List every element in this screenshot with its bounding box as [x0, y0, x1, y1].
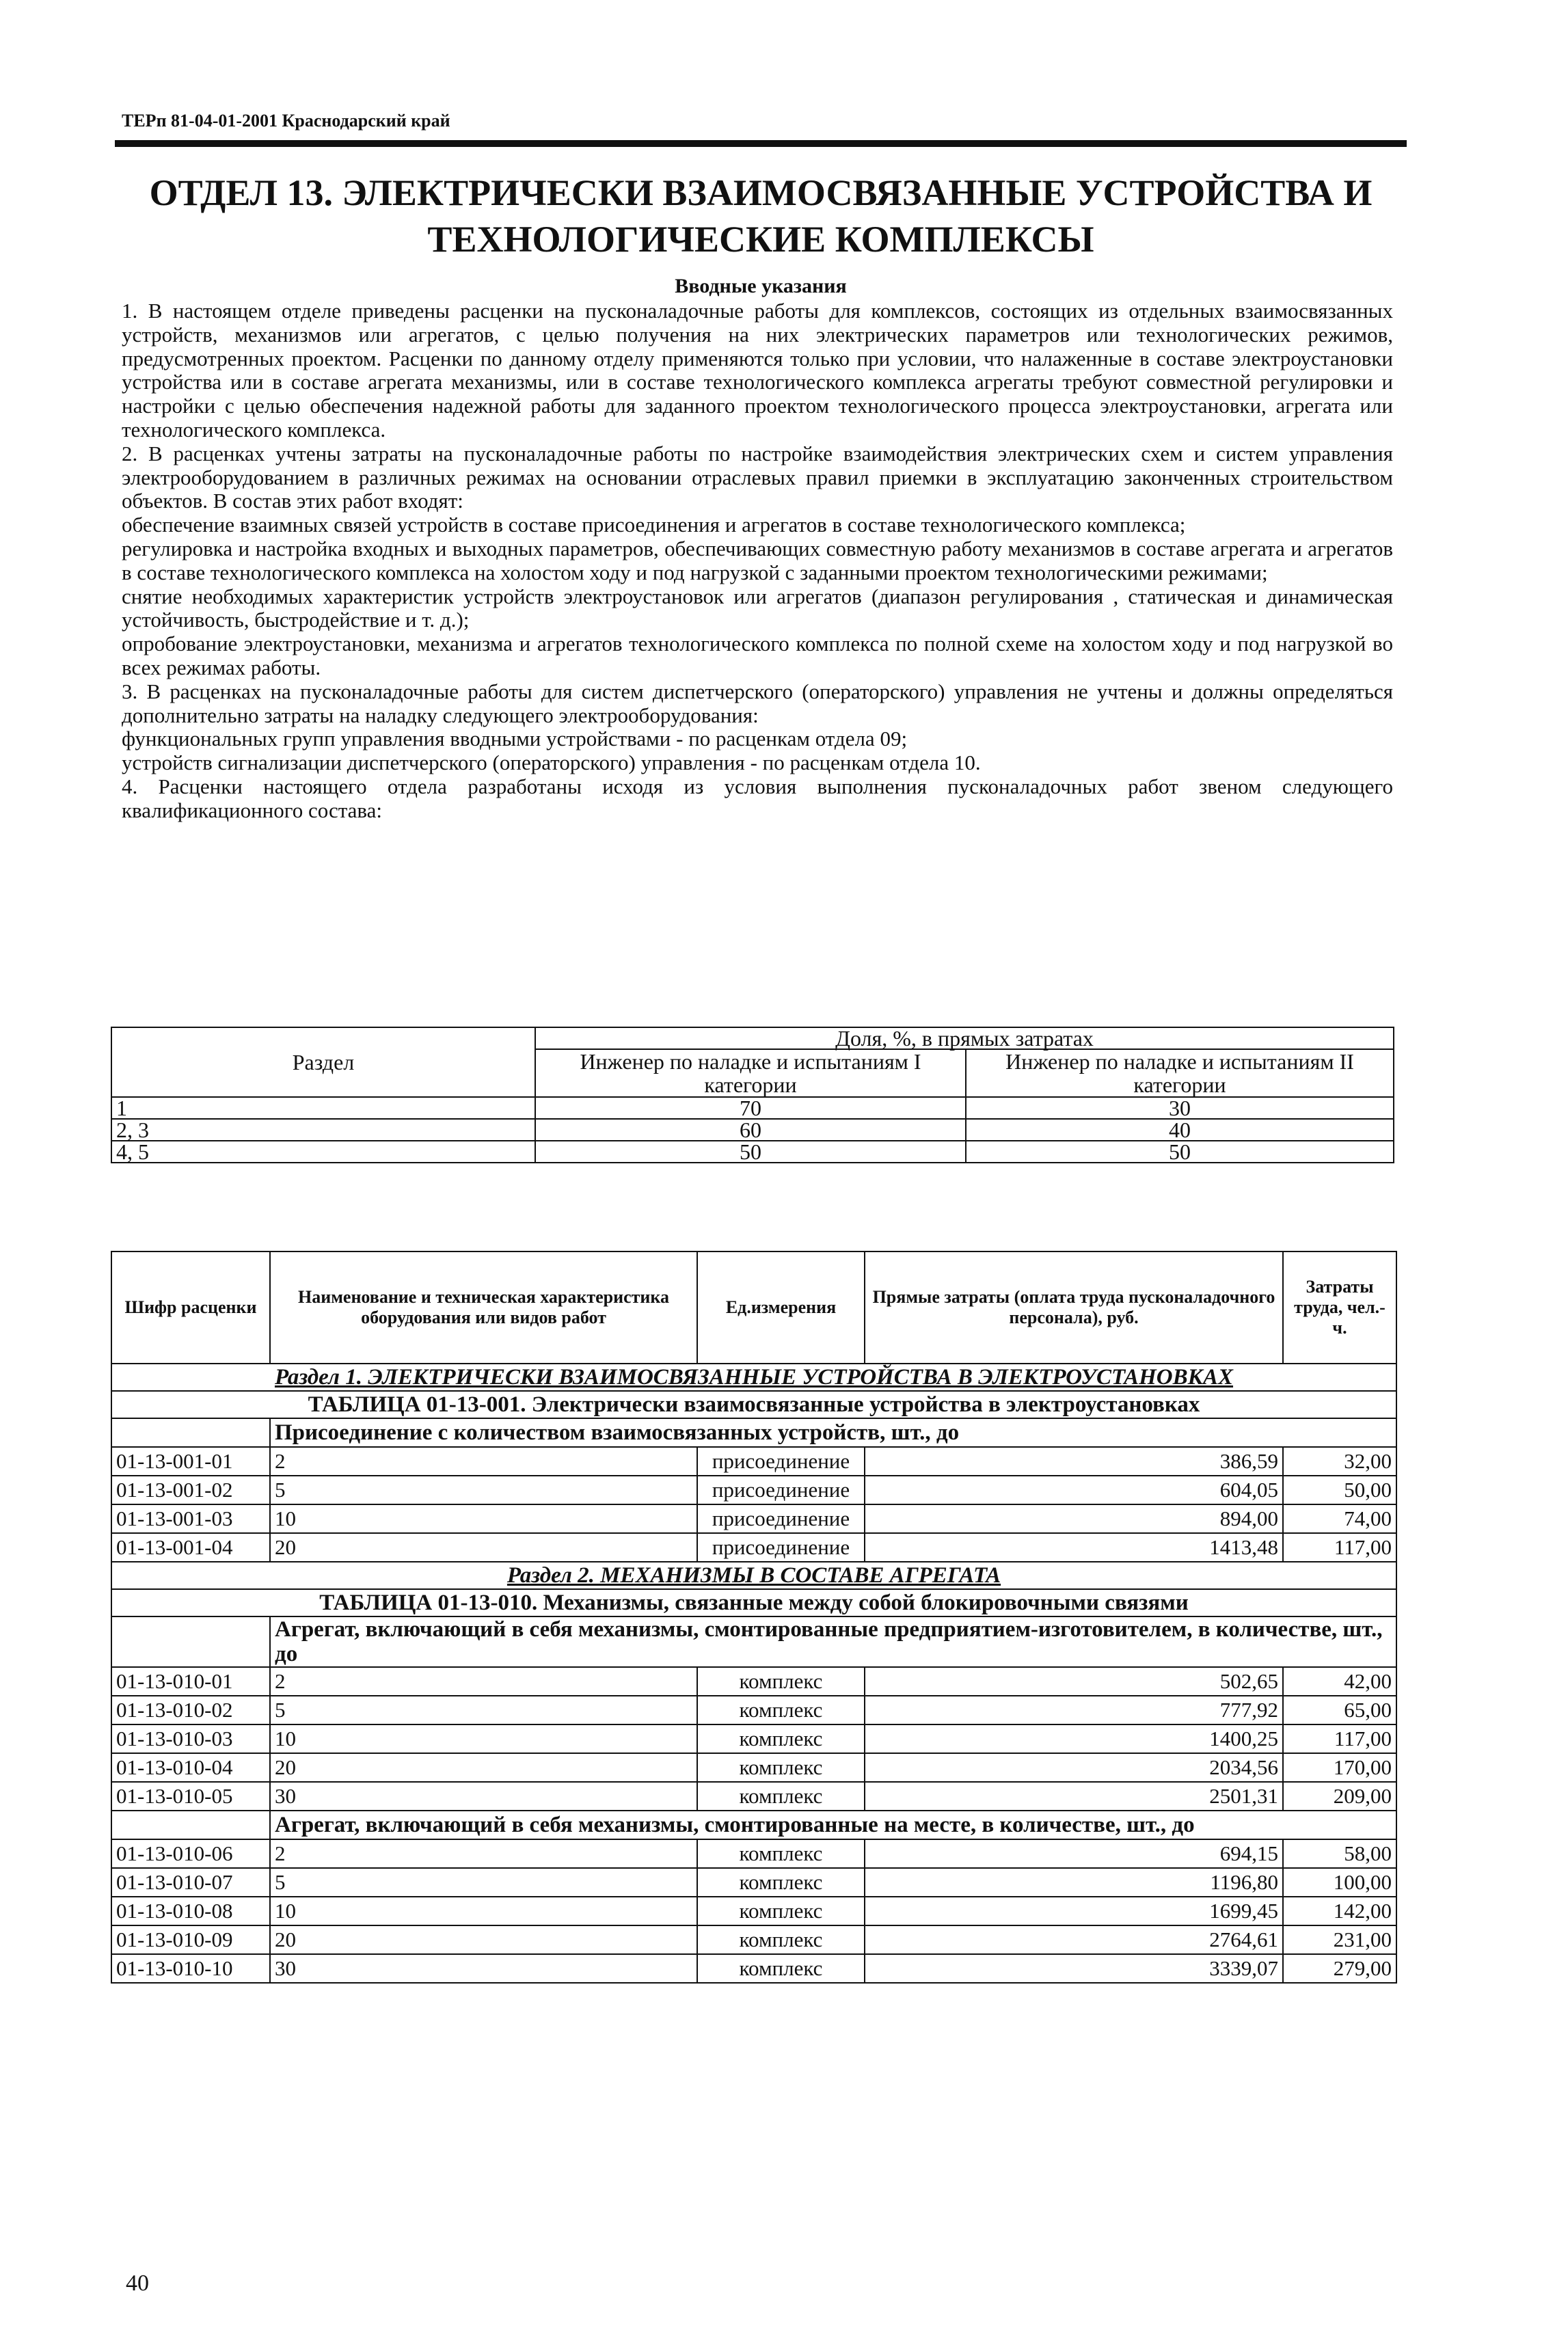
- cell-name: 20: [270, 1753, 697, 1782]
- cell-name: 2: [270, 1447, 697, 1476]
- cell-cost: 694,15: [865, 1839, 1283, 1868]
- cell-code: 01-13-010-04: [111, 1753, 270, 1782]
- cell-unit: присоединение: [697, 1533, 865, 1562]
- cell-cost: 2034,56: [865, 1753, 1283, 1782]
- cell-code: 01-13-001-01: [111, 1447, 270, 1476]
- cell-code: 01-13-001-04: [111, 1533, 270, 1562]
- cell-unit: комплекс: [697, 1667, 865, 1696]
- group-row: [111, 1418, 1396, 1447]
- section-title-line-2: ТЕХНОЛОГИЧЕСКИЕ КОМПЛЕКСЫ: [427, 219, 1094, 260]
- cell-eng1: 60: [535, 1119, 966, 1141]
- section-title: [115, 170, 1407, 262]
- section-row: [111, 1562, 1396, 1589]
- cell-section: 4, 5: [111, 1141, 535, 1163]
- header-engineer-2: Инженер по наладке и испытаниям II категории: [966, 1049, 1394, 1097]
- cell-cost: 604,05: [865, 1476, 1283, 1504]
- cell-cost: 2501,31: [865, 1782, 1283, 1811]
- cell-unit: комплекс: [697, 1897, 865, 1925]
- intro-paragraph-1: 1. В настоящем отделе приведены расценки на пусконаладочные работы для комплексов, состоящих из отдельных взаимосвязанных устройств, механизмов или агрегатов, с целью получения на них электрических параметров или технологических режимов, предусмотренных проектом. Расценки по данному отделу применяются только при условии, что налаженные в составе электроустановки устройства или в составе агрегата механизмы, или в составе технологического комплекса агрегаты требуют совместной регулировки и настройки с целью обеспечения надежной работы для заданного проектом технологического процесса электроустановки, агрегата или технологического комплекса.: [122, 299, 1393, 442]
- table-title-row: [111, 1391, 1396, 1418]
- table-row: [111, 1476, 1396, 1504]
- cell-cost: 777,92: [865, 1696, 1283, 1724]
- page-number: 40: [126, 2271, 149, 2296]
- cell-code: 01-13-010-03: [111, 1724, 270, 1753]
- cell-name: 10: [270, 1897, 697, 1925]
- cell-code: 01-13-010-09: [111, 1925, 270, 1954]
- intro-paragraph-9: устройств сигнализации диспетчерского (операторского) управления - по расценкам отдела 10.: [122, 750, 981, 775]
- header-labor: Затраты труда, чел.-ч.: [1283, 1251, 1396, 1364]
- cell-name: 20: [270, 1925, 697, 1954]
- section-row: [111, 1364, 1396, 1391]
- cell-name: 10: [270, 1724, 697, 1753]
- cell-code: 01-13-010-06: [111, 1839, 270, 1868]
- cell-name: 5: [270, 1696, 697, 1724]
- table-header-row: [111, 1251, 1396, 1364]
- header-cost: Прямые затраты (оплата труда пусконаладочного персонала), руб.: [865, 1251, 1283, 1364]
- cell-unit: комплекс: [697, 1925, 865, 1954]
- cell-code: 01-13-001-02: [111, 1476, 270, 1504]
- cell-name: 10: [270, 1504, 697, 1533]
- header-name: Наименование и техническая характеристика оборудования или видов работ: [270, 1251, 697, 1364]
- cell-unit: комплекс: [697, 1724, 865, 1753]
- cell-name: 2: [270, 1667, 697, 1696]
- intro-paragraph-6: опробование электроустановки, механизма и агрегатов технологического комплекса по полной схеме на холостом ходу и под нагрузкой во всех режимах работы.: [122, 632, 1393, 679]
- table-row: [111, 1667, 1396, 1696]
- cell-code: 01-13-010-07: [111, 1868, 270, 1897]
- group-1-title: Присоединение с количеством взаимосвязанных устройств, шт., до: [270, 1418, 1396, 1447]
- cell-cost: 1196,80: [865, 1868, 1283, 1897]
- cell-labor: 58,00: [1283, 1839, 1396, 1868]
- cell-unit: комплекс: [697, 1753, 865, 1782]
- cell-eng2: 40: [966, 1119, 1394, 1141]
- cell-unit: присоединение: [697, 1447, 865, 1476]
- table-row: [111, 1753, 1396, 1782]
- cell-name: 5: [270, 1868, 697, 1897]
- cell-name: 20: [270, 1533, 697, 1562]
- cell-eng1: 50: [535, 1141, 966, 1163]
- cell-cost: 1400,25: [865, 1724, 1283, 1753]
- intro-paragraph-8: функциональных групп управления вводными устройствами - по расценкам отдела 09;: [122, 727, 908, 751]
- price-table: [111, 1251, 1397, 1984]
- running-header: ТЕРп 81-04-01-2001 Краснодарский край: [122, 111, 450, 131]
- cell-section: 1: [111, 1097, 535, 1119]
- intro-paragraph-5: снятие необходимых характеристик устройств электроустановок или агрегатов (диапазон регулирования , статическая и динамическая устойчивость, быстродействие и т. д.);: [122, 584, 1393, 632]
- group-2-title: Агрегат, включающий в себя механизмы, смонтированные предприятием-изготовителем, в количестве, шт., до: [270, 1616, 1396, 1667]
- cell-code: 01-13-010-05: [111, 1782, 270, 1811]
- header-unit: Ед.измерения: [697, 1251, 865, 1364]
- cell-labor: 32,00: [1283, 1447, 1396, 1476]
- cell-code: 01-13-010-01: [111, 1667, 270, 1696]
- cell-labor: 142,00: [1283, 1897, 1396, 1925]
- qualification-table: [111, 1027, 1394, 1163]
- table-row: [111, 1782, 1396, 1811]
- table-row: [111, 1696, 1396, 1724]
- cell-section: 2, 3: [111, 1119, 535, 1141]
- table-row: [111, 1954, 1396, 1983]
- cell-code: 01-13-010-02: [111, 1696, 270, 1724]
- section-1-title: Раздел 1. ЭЛЕКТРИЧЕСКИ ВЗАИМОСВЯЗАННЫЕ УСТРОЙСТВА В ЭЛЕКТРОУСТАНОВКАХ: [111, 1364, 1396, 1391]
- table-row: [111, 1119, 1394, 1141]
- table-1-title: ТАБЛИЦА 01-13-001. Электрически взаимосвязанные устройства в электроустановках: [111, 1391, 1396, 1418]
- cell-eng2: 50: [966, 1141, 1394, 1163]
- group-row: [111, 1616, 1396, 1667]
- table-row: [111, 1724, 1396, 1753]
- cell-eng2: 30: [966, 1097, 1394, 1119]
- cell-labor: 279,00: [1283, 1954, 1396, 1983]
- header-code: Шифр расценки: [111, 1251, 270, 1364]
- table-row: [111, 1839, 1396, 1868]
- cell-unit: присоединение: [697, 1476, 865, 1504]
- table-row: [111, 1504, 1396, 1533]
- group-row: [111, 1811, 1396, 1839]
- cell-labor: 117,00: [1283, 1533, 1396, 1562]
- cell-name: 2: [270, 1839, 697, 1868]
- table-row: [111, 1447, 1396, 1476]
- cell-labor: 65,00: [1283, 1696, 1396, 1724]
- cell-labor: 170,00: [1283, 1753, 1396, 1782]
- cell-code: 01-13-001-03: [111, 1504, 270, 1533]
- header-share: Доля, %, в прямых затратах: [535, 1027, 1394, 1049]
- cell-cost: 502,65: [865, 1667, 1283, 1696]
- cell-cost: 3339,07: [865, 1954, 1283, 1983]
- header-engineer-1: Инженер по наладке и испытаниям I категории: [535, 1049, 966, 1097]
- cell-name: 5: [270, 1476, 697, 1504]
- table-2-title: ТАБЛИЦА 01-13-010. Механизмы, связанные между собой блокировочными связями: [111, 1589, 1396, 1616]
- header-rule: [115, 140, 1407, 147]
- cell-unit: комплекс: [697, 1954, 865, 1983]
- cell-unit: комплекс: [697, 1868, 865, 1897]
- intro-paragraph-7: 3. В расценках на пусконаладочные работы для систем диспетчерского (операторского) управления не учтены и должны определяться дополнительно затраты на наладку следующего электрооборудования:: [122, 679, 1393, 727]
- cell-labor: 42,00: [1283, 1667, 1396, 1696]
- cell-labor: 74,00: [1283, 1504, 1396, 1533]
- cell-cost: 1699,45: [865, 1897, 1283, 1925]
- table-row: [111, 1141, 1394, 1163]
- cell-name: 30: [270, 1782, 697, 1811]
- section-title-line-1: ОТДЕЛ 13. ЭЛЕКТРИЧЕСКИ ВЗАИМОСВЯЗАННЫЕ УСТРОЙСТВА И: [149, 172, 1373, 213]
- intro-paragraph-3: обеспечение взаимных связей устройств в составе присоединения и агрегатов в составе технологического комплекса;: [122, 513, 1186, 537]
- group-3-title: Агрегат, включающий в себя механизмы, смонтированные на месте, в количестве, шт., до: [270, 1811, 1396, 1839]
- table-row: [111, 1925, 1396, 1954]
- table-row: [111, 1097, 1394, 1119]
- cell-labor: 50,00: [1283, 1476, 1396, 1504]
- intro-paragraph-10: 4. Расценки настоящего отдела разработаны исходя из условия выполнения пусконаладочных работ звеном следующего квалификационного состава:: [122, 774, 1393, 822]
- cell-cost: 386,59: [865, 1447, 1283, 1476]
- cell-code: 01-13-010-08: [111, 1897, 270, 1925]
- section-2-title: Раздел 2. МЕХАНИЗМЫ В СОСТАВЕ АГРЕГАТА: [111, 1562, 1396, 1589]
- cell-cost: 894,00: [865, 1504, 1283, 1533]
- cell-labor: 209,00: [1283, 1782, 1396, 1811]
- cell-code: 01-13-010-10: [111, 1954, 270, 1983]
- cell-unit: комплекс: [697, 1782, 865, 1811]
- intro-paragraph-2: 2. В расценках учтены затраты на пусконаладочные работы по настройке взаимодействия электрических схем и систем управления электрооборудованием в различных режимах на основании отраслевых правил приемки в эксплуатацию законченных строительством объектов. В состав этих работ входят:: [122, 441, 1393, 513]
- table-row: [111, 1533, 1396, 1562]
- cell-labor: 231,00: [1283, 1925, 1396, 1954]
- cell-name: 30: [270, 1954, 697, 1983]
- cell-eng1: 70: [535, 1097, 966, 1119]
- intro-heading: Вводные указания: [675, 275, 847, 297]
- table-title-row: [111, 1589, 1396, 1616]
- cell-labor: 117,00: [1283, 1724, 1396, 1753]
- cell-cost: 1413,48: [865, 1533, 1283, 1562]
- cell-unit: комплекс: [697, 1696, 865, 1724]
- intro-paragraph-4: регулировка и настройка входных и выходных параметров, обеспечивающих совместную работу механизмов в составе агрегата и агрегатов в составе технологического комплекса на холостом ходу и под нагрузкой с заданными проектом технологическими режимами;: [122, 536, 1393, 584]
- intro-text: [122, 299, 1393, 823]
- cell-unit: комплекс: [697, 1839, 865, 1868]
- cell-cost: 2764,61: [865, 1925, 1283, 1954]
- table-header-row: [111, 1027, 1394, 1049]
- cell-labor: 100,00: [1283, 1868, 1396, 1897]
- header-section: Раздел: [111, 1027, 535, 1097]
- table-row: [111, 1897, 1396, 1925]
- cell-unit: присоединение: [697, 1504, 865, 1533]
- table-row: [111, 1868, 1396, 1897]
